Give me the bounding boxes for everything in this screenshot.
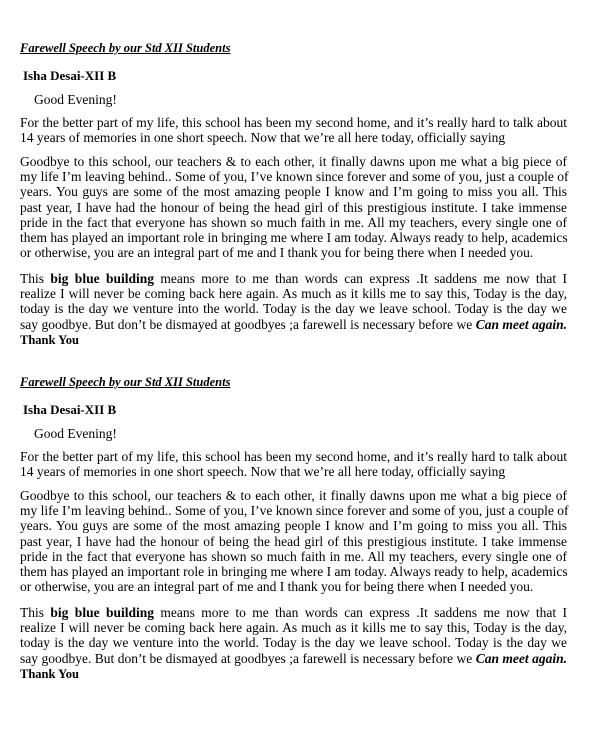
paragraph-intro [20,115,567,145]
speech-section-2 [0,375,600,685]
paragraph-line: say goodbye. But don’t be dismayed at goodbyes ;a farewell is necessary before we Can meet again. [20,316,567,332]
paragraph-line: or otherwise, you are an integral part of me and I thank you for being there when I needed you. [20,245,534,261]
paragraph-line: my life I’m leaving behind.. Some of you, I’ve known since forever and some of you, just a couple of [20,503,569,519]
paragraph-line: For the better part of my life, this school has been my second home, and it’s really hard to talk about [20,449,567,464]
paragraph-line: them has played an important role in bringing me where I am today. Always ready to help, academics [20,564,568,580]
speech-section-1 [0,41,600,351]
paragraph-line: 14 years of memories in one short speech. Now that we’re all here today, officially saying [20,130,506,146]
paragraph-line: pride in the fact that everyone has shown so much faith in me. All my teachers, every single one of [20,548,567,564]
bold-phrase: big blue building [50,605,154,620]
paragraph-closing [20,271,567,332]
paragraph-line: pride in the fact that everyone has shown so much faith in me. All my teachers, every single one of [20,214,567,230]
paragraph-line: years. You guys are some of the most amazing people I know and I’m going to miss you all. This [20,184,567,200]
paragraph-line: This big blue building means more to me than words can express .It saddens me now that I [20,271,567,286]
paragraph-line: realize I will never be coming back here again. As much as it kills me to say this, Today is the day, [20,620,567,636]
speech-author: Isha Desai-XII B [23,402,117,417]
bold-phrase: big blue building [50,271,154,286]
bold-italic-phrase: Can meet again. [475,316,567,332]
speech-title: Farewell Speech by our Std XII Students [20,375,231,389]
paragraph-line: past year, I have had the honour of being the head girl of this prestigious institute. I take immense [20,533,567,549]
paragraph-line: past year, I have had the honour of being the head girl of this prestigious institute. I take immense [20,199,567,215]
paragraph-line: Goodbye to this school, our teachers & to each other, it finally dawns upon me what a big piece of [20,488,567,503]
paragraph-line: them has played an important role in bringing me where I am today. Always ready to help, academics [20,230,568,246]
speech-title: Farewell Speech by our Std XII Students [20,41,231,55]
paragraph-body [20,488,567,594]
paragraph-line: Goodbye to this school, our teachers & to each other, it finally dawns upon me what a big piece of [20,154,567,169]
paragraph-line: today is the day we venture into the world. Today is the day we leave school. Today is the day we [20,301,567,317]
paragraph-line: today is the day we venture into the world. Today is the day we leave school. Today is the day we [20,635,567,651]
paragraph-line: my life I’m leaving behind.. Some of you, I’ve known since forever and some of you, just a couple of [20,169,569,185]
paragraph-line: For the better part of my life, this school has been my second home, and it’s really hard to talk about [20,115,567,130]
paragraph-line: 14 years of memories in one short speech. Now that we’re all here today, officially saying [20,464,506,480]
closing-thanks: Thank You [20,667,79,681]
closing-thanks: Thank You [20,333,79,347]
speech-greeting: Good Evening! [34,92,117,107]
paragraph-intro [20,449,567,479]
paragraph-closing [20,605,567,666]
speech-author: Isha Desai-XII B [23,68,117,83]
paragraph-body [20,154,567,260]
paragraph-line: This big blue building means more to me than words can express .It saddens me now that I [20,605,567,620]
paragraph-line: years. You guys are some of the most amazing people I know and I’m going to miss you all. This [20,518,567,534]
paragraph-line: say goodbye. But don’t be dismayed at goodbyes ;a farewell is necessary before we Can meet again. [20,650,567,666]
speech-greeting: Good Evening! [34,426,117,441]
paragraph-line: realize I will never be coming back here again. As much as it kills me to say this, Today is the day, [20,286,567,302]
paragraph-line: or otherwise, you are an integral part of me and I thank you for being there when I needed you. [20,579,534,595]
bold-italic-phrase: Can meet again. [475,650,567,666]
